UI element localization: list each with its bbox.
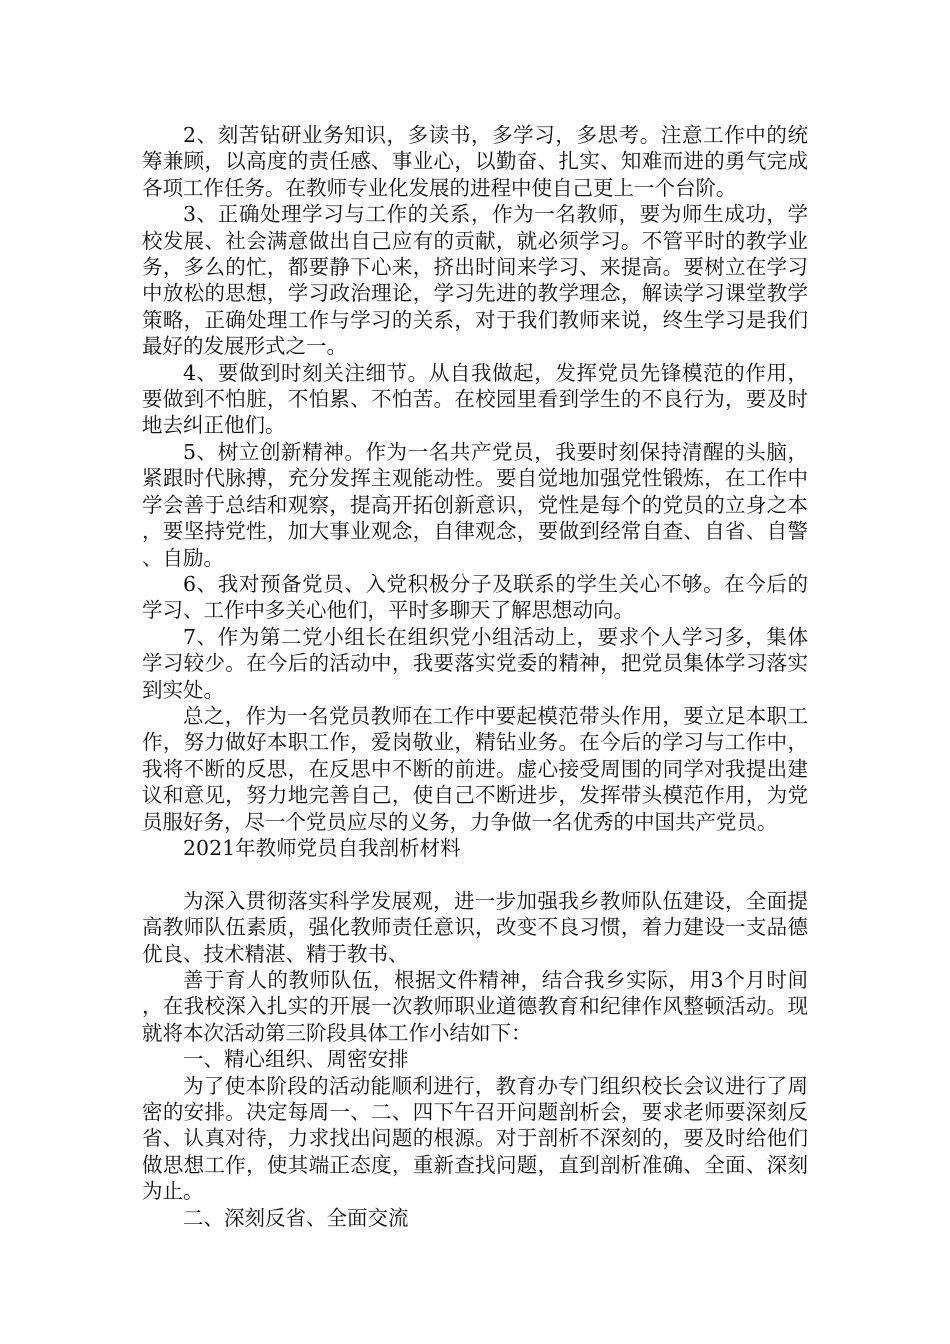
document-body [142,122,808,1231]
heading-one: 一、精心组织、周密安排 [183,1047,409,1072]
paragraph-item-4: 4、要做到时刻关注细节。从自我做起，发挥党员先锋模范的作用，要做到不怕脏，不怕累、不怕苦。在校园里看到学生的不良行为，要及时地去纠正他们。 [142,360,808,438]
intro-paragraph: 为深入贯彻落实科学发展观，进一步加强我乡教师队伍建设，全面提高教师队伍素质，强化教师责任意识，改变不良习惯，着力建设一支品德优良、技术精湛、精于教书、 [142,888,808,966]
section-title: 2021年教师党员自我剖析材料 [183,835,461,860]
paragraph-item-2: 2、刻苦钻研业务知识，多读书，多学习，多思考。注意工作中的统筹兼顾，以高度的责任感、事业心，以勤奋、扎实、知难而进的勇气完成各项工作任务。在教师专业化发展的进程中使自己更上一个台阶。 [142,123,808,200]
conclusion-paragraph: 总之，作为一名党员教师在工作中要起模范带头作用，要立足本职工作，努力做好本职工作，爱岗敬业，精钻业务。在今后的学习与工作中，我将不断的反思，在反思中不断的前进。虚心接受周围的同学对我提出建议和意见，努力地完善自己，使自己不断进步，发挥带头模范作用，为党员服好务，尽一个党员应尽的义务，力争做一名优秀的中国共产党员。 [142,703,808,834]
paragraph-item-5: 5、树立创新精神。作为一名共产党员，我要时刻保持清醒的头脑，紧跟时代脉搏，充分发挥主观能动性。要自觉地加强党性锻炼，在工作中学会善于总结和观察，提高开拓创新意识，党性是每个的党员的立身之本，要坚持党性，加大事业观念，自律观念，要做到经常自查、自省、自警、自励。 [142,439,808,570]
paragraph-item-6: 6、我对预备党员、入党积极分子及联系的学生关心不够。在今后的学习、工作中多关心他们，平时多聊天了解思想动向。 [142,571,808,623]
heading-two: 二、深刻反省、全面交流 [183,1205,409,1230]
paragraph-item-3: 3、正确处理学习与工作的关系，作为一名教师，要为师生成功，学校发展、社会满意做出自己应有的贡献，就必须学习。不管平时的教学业务，多么的忙，都要静下心来，挤出时间来学习、来提高。要树立在学习中放松的思想，学习政治理论，学习先进的教学理念，解读学习课堂教学策略，正确处理工作与学习的关系，对于我们教师来说，终生学习是我们最好的发展形式之一。 [142,202,808,359]
blank-line [142,861,808,887]
intro-paragraph-continued: 善于育人的教师队伍，根据文件精神，结合我乡实际，用3个月时间，在我校深入扎实的开展一次教师职业道德教育和纪律作风整顿活动。现就将本次活动第三阶段具体工作小结如下： [142,967,808,1045]
heading-one-body: 为了使本阶段的活动能顺利进行，教育办专门组织校长会议进行了周密的安排。决定每周一、二、四下午召开问题剖析会，要求老师要深刻反省、认真对待，力求找出问题的根源。对于剖析不深刻的，要及时给他们做思想工作，使其端正态度，重新查找问题，直到剖析准确、全面、深刻为止。 [142,1073,808,1204]
paragraph-item-7: 7、作为第二党小组长在组织党小组活动上，要求个人学习多，集体学习较少。在今后的活动中，我要落实党委的精神，把党员集体学习落实到实处。 [142,624,808,702]
